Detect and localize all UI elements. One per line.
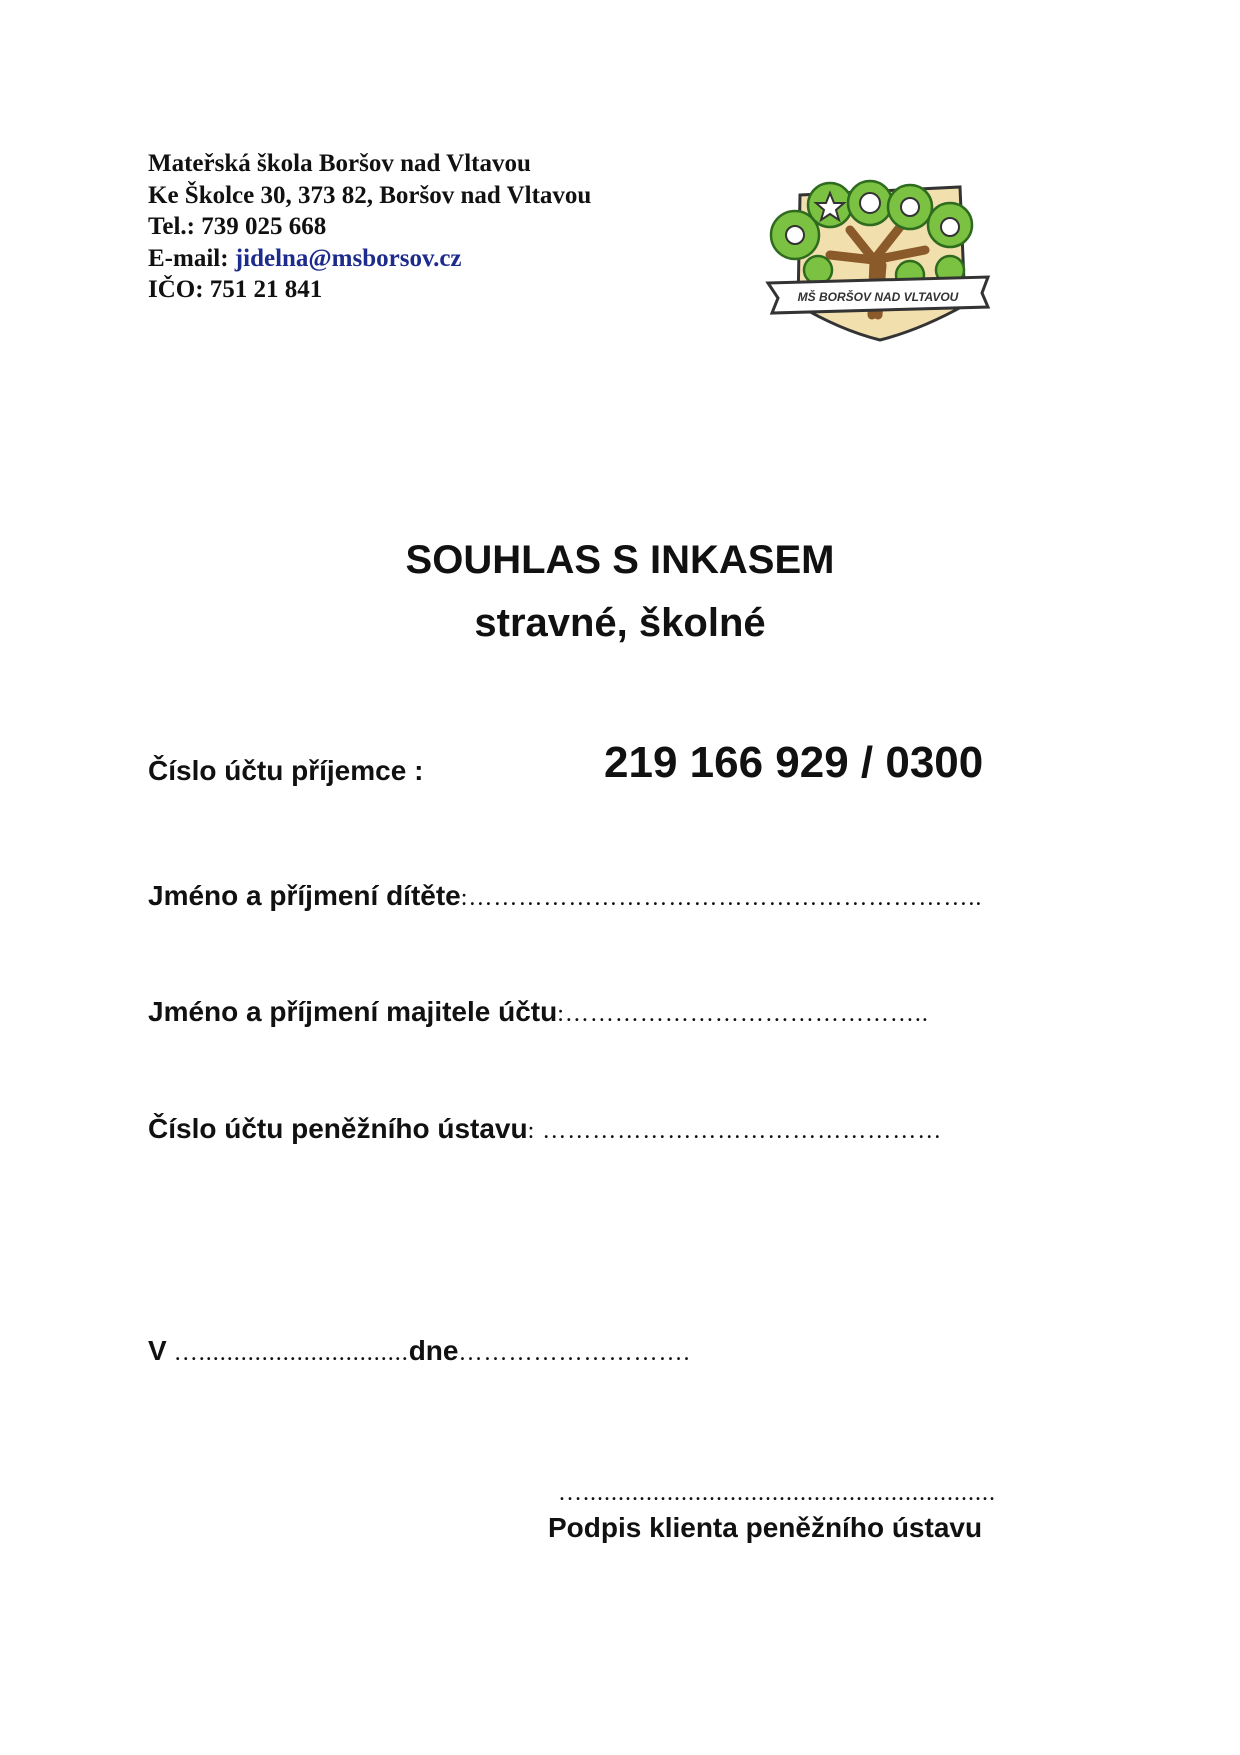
school-logo (760, 165, 1000, 355)
school-email (148, 243, 591, 275)
child-name-field[interactable] (148, 880, 982, 912)
recipient-account-number: 219 166 929 / 0300 (604, 738, 984, 787)
email-link[interactable]: jidelna@msborsov.cz (234, 244, 462, 272)
bank-account-label: Číslo účtu peněžního ústavu (148, 1113, 528, 1144)
school-name: Mateřská škola Boršov nad Vltavou (148, 150, 531, 177)
place-blank[interactable]: ….............................. (166, 1340, 409, 1366)
bank-account-field[interactable] (148, 1113, 942, 1145)
document-subtitle: stravné, školné (474, 601, 766, 645)
date-blank[interactable]: ………………………. (458, 1340, 691, 1366)
logo-banner-text: MŠ BORŠOV NAD VLTAVOU (797, 290, 959, 304)
school-ico: IČO: 751 21 841 (148, 276, 323, 303)
child-name-blank[interactable]: :…………………………………………………….. (460, 885, 983, 911)
email-label: E-mail: (148, 244, 235, 272)
child-name-label: Jméno a příjmení dítěte (148, 880, 461, 911)
signature-blank[interactable]: …........................................................... (558, 1480, 996, 1506)
tree-crest-icon (760, 165, 1000, 355)
place-label: V (148, 1335, 167, 1366)
bank-account-blank[interactable]: : ………………………………………… (527, 1118, 943, 1144)
owner-name-blank[interactable]: :…………………………………….. (557, 1001, 929, 1027)
recipient-account-label: Číslo účtu příjemce : (148, 755, 424, 786)
place-date-field[interactable] (148, 1335, 690, 1367)
owner-name-label: Jméno a příjmení majitele účtu (148, 996, 558, 1027)
school-phone: Tel.: 739 025 668 (148, 213, 327, 240)
signature-label: Podpis klienta peněžního ústavu (548, 1512, 983, 1543)
date-label: dne (408, 1335, 459, 1366)
school-header (148, 148, 591, 306)
owner-name-field[interactable] (148, 996, 929, 1028)
school-address: Ke Školce 30, 373 82, Boršov nad Vltavou (148, 181, 592, 209)
document-title: SOUHLAS S INKASEM (405, 538, 835, 582)
